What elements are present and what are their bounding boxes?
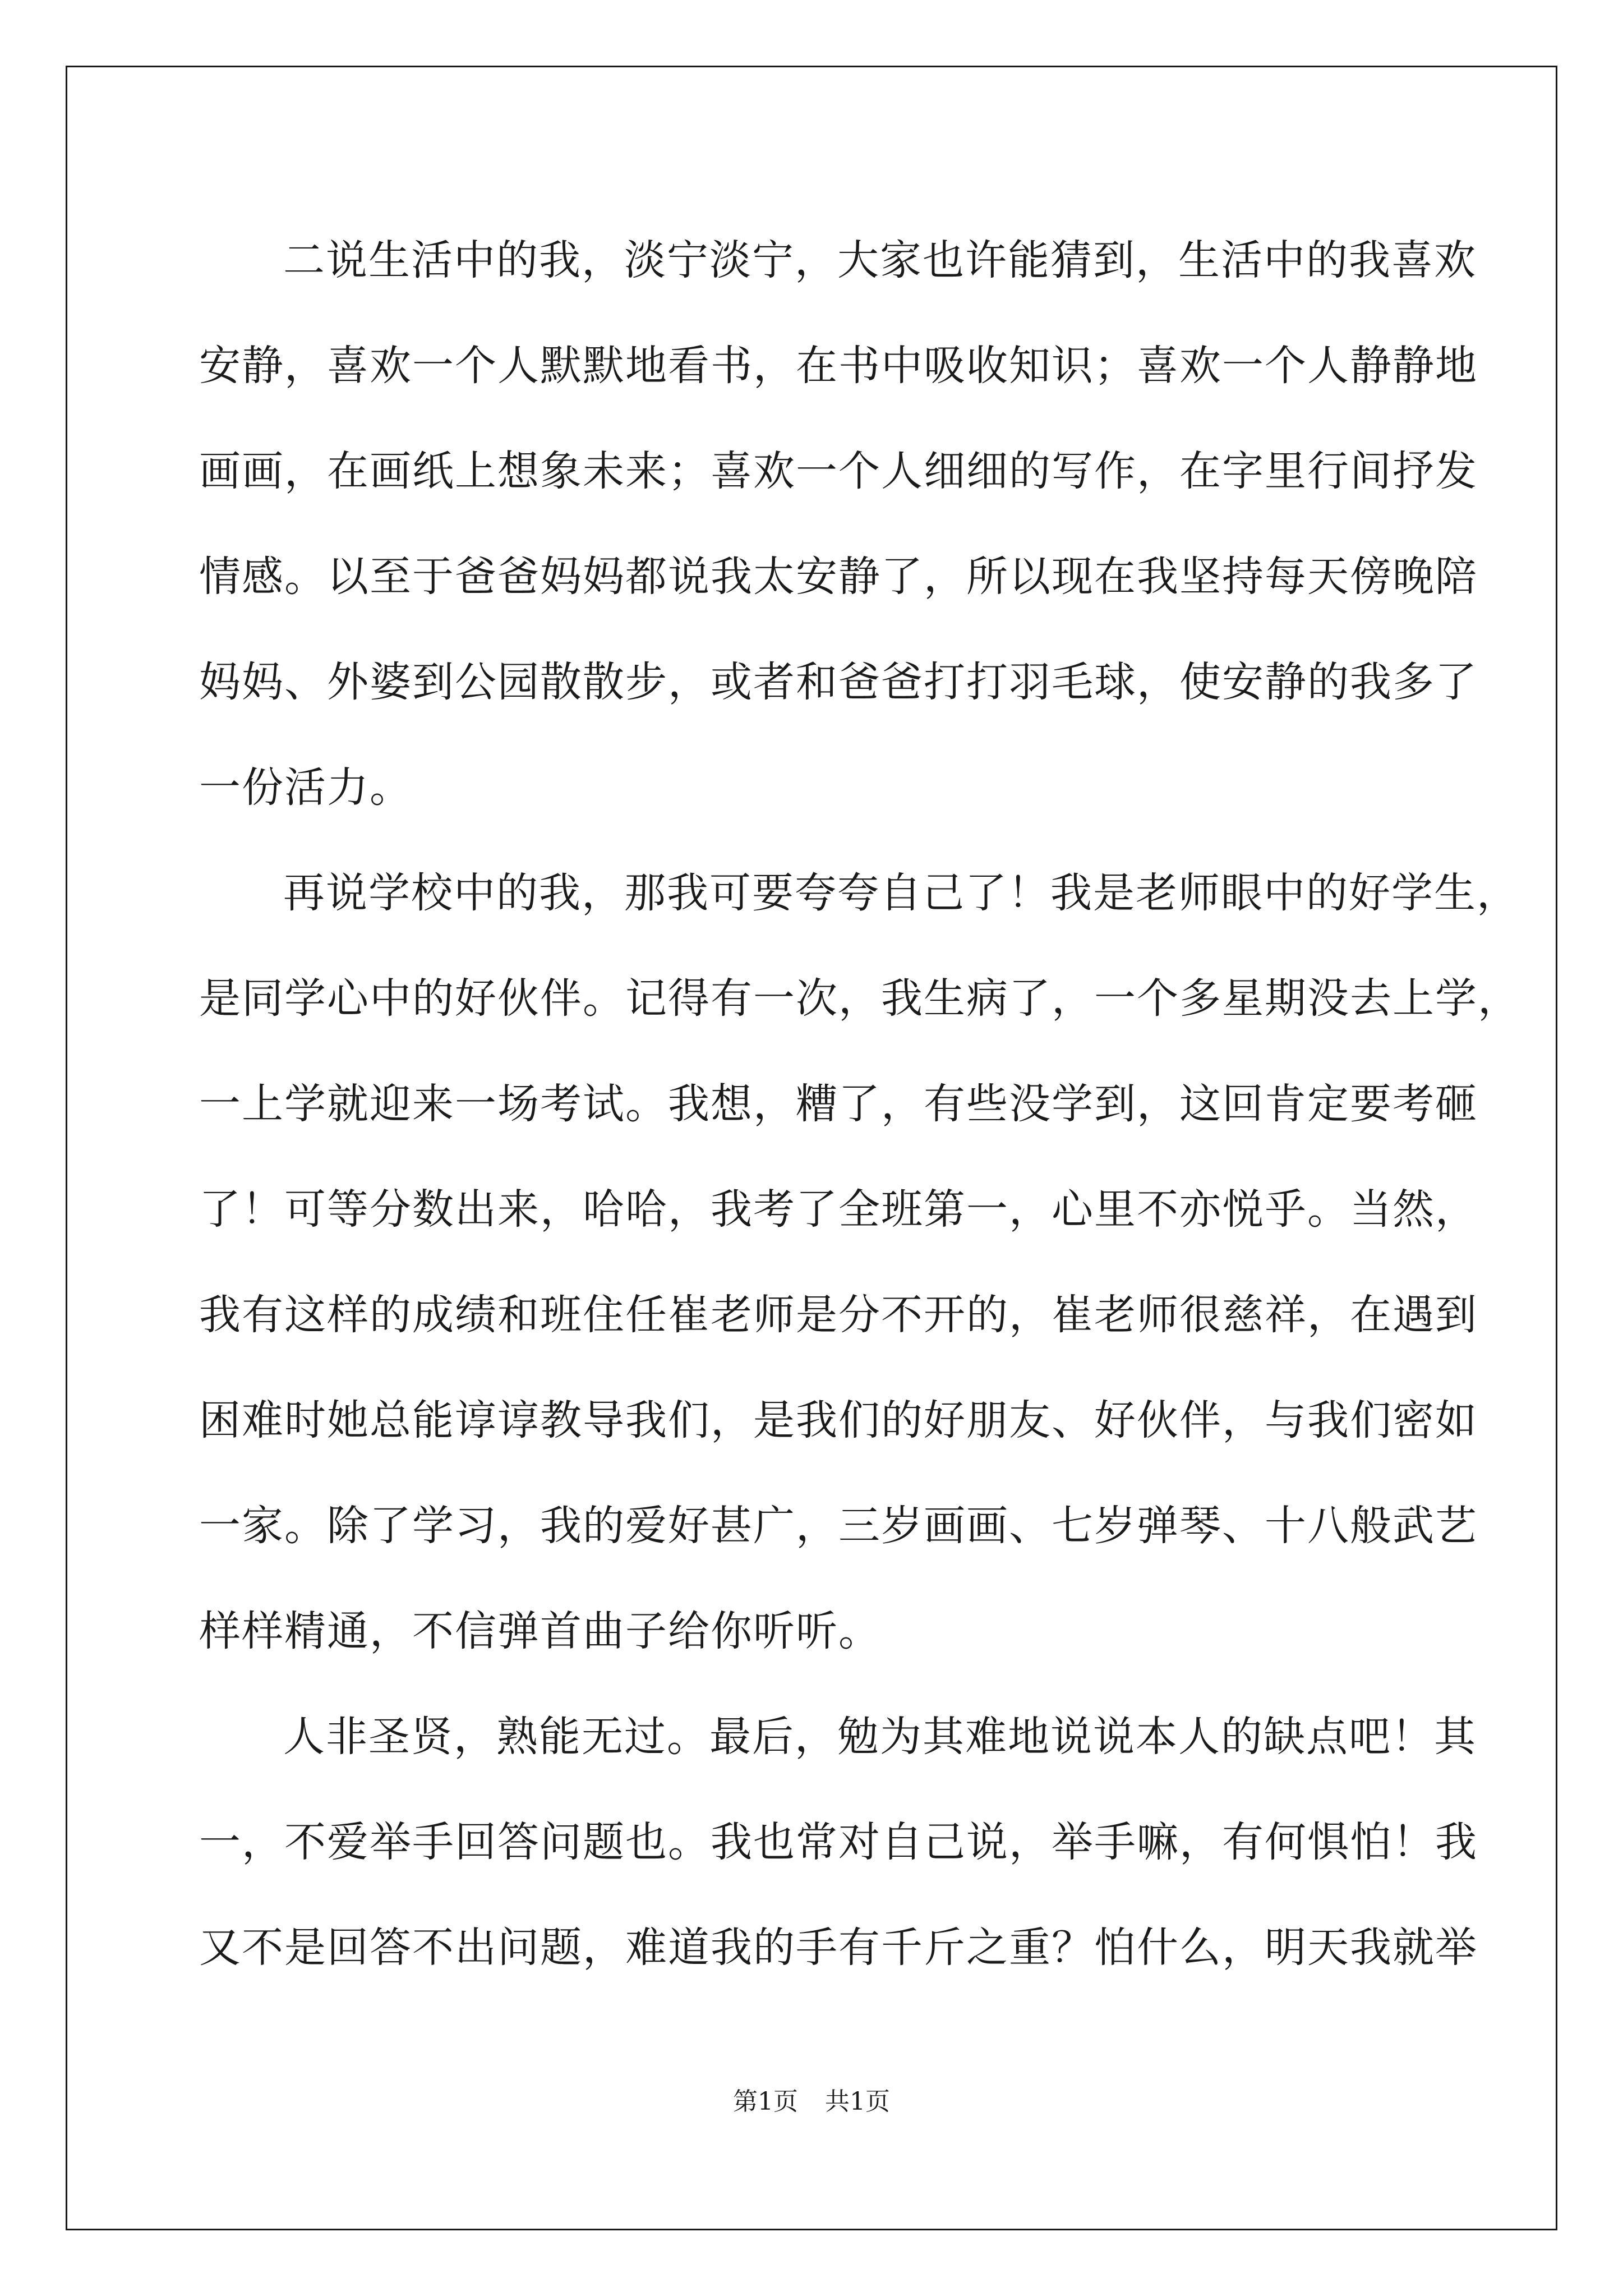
- paragraph-1-line-4: 情感。以至于爸爸妈妈都说我太安静了，所以现在我坚持每天傍晚陪: [199, 553, 1478, 601]
- paragraph-2-line-4: 了！可等分数出来，哈哈，我考了全班第一，心里不亦悦乎。当然，: [199, 1185, 1478, 1234]
- paragraph-2-line-7: 一家。除了学习，我的爱好甚广，三岁画画、七岁弹琴、十八般武艺: [199, 1502, 1478, 1550]
- paragraph-2-line-8: 样样精通，不信弹首曲子给你听听。: [199, 1607, 881, 1655]
- page-number: 第1页: [733, 2087, 798, 2116]
- paragraph-3-line-1: 人非圣贤，熟能无过。最后，勉为其难地说说本人的缺点吧！其: [283, 1713, 1477, 1761]
- paragraph-3-line-2: 一，不爱举手回答问题也。我也常对自己说，举手嘛，有何惧怕！我: [199, 1818, 1478, 1866]
- paragraph-1-line-1: 二说生活中的我，淡宁淡宁，大家也许能猜到，生活中的我喜欢: [283, 236, 1477, 284]
- paragraph-2-line-6: 困难时她总能谆谆教导我们，是我们的好朋友、好伙伴，与我们密如: [199, 1396, 1478, 1444]
- paragraph-2-line-1: 再说学校中的我，那我可要夸夸自己了！我是老师眼中的好学生，: [283, 869, 1519, 917]
- paragraph-2-line-2: 是同学心中的好伙伴。记得有一次，我生病了，一个多星期没去上学，: [199, 974, 1520, 1023]
- paragraph-1-line-6: 一份活力。: [199, 763, 412, 812]
- page-total: 共1页: [825, 2087, 890, 2116]
- paragraph-2-line-5: 我有这样的成绩和班住任崔老师是分不开的，崔老师很慈祥，在遇到: [199, 1291, 1478, 1339]
- document-body: [199, 208, 1520, 2000]
- paragraph-1-line-5: 妈妈、外婆到公园散散步，或者和爸爸打打羽毛球，使安静的我多了: [199, 658, 1478, 706]
- paragraph-1-line-3: 画画，在画纸上想象未来；喜欢一个人细细的写作，在字里行间抒发: [199, 447, 1478, 495]
- paragraph-1-line-2: 安静，喜欢一个人默默地看书，在书中吸收知识；喜欢一个人静静地: [199, 342, 1478, 390]
- page-footer: [0, 2081, 1623, 2117]
- paragraph-2-line-3: 一上学就迎来一场考试。我想，糟了，有些没学到，这回肯定要考砸: [199, 1080, 1478, 1128]
- paragraph-3-line-3: 又不是回答不出问题，难道我的手有千斤之重？怕什么，明天我就举: [199, 1924, 1478, 1972]
